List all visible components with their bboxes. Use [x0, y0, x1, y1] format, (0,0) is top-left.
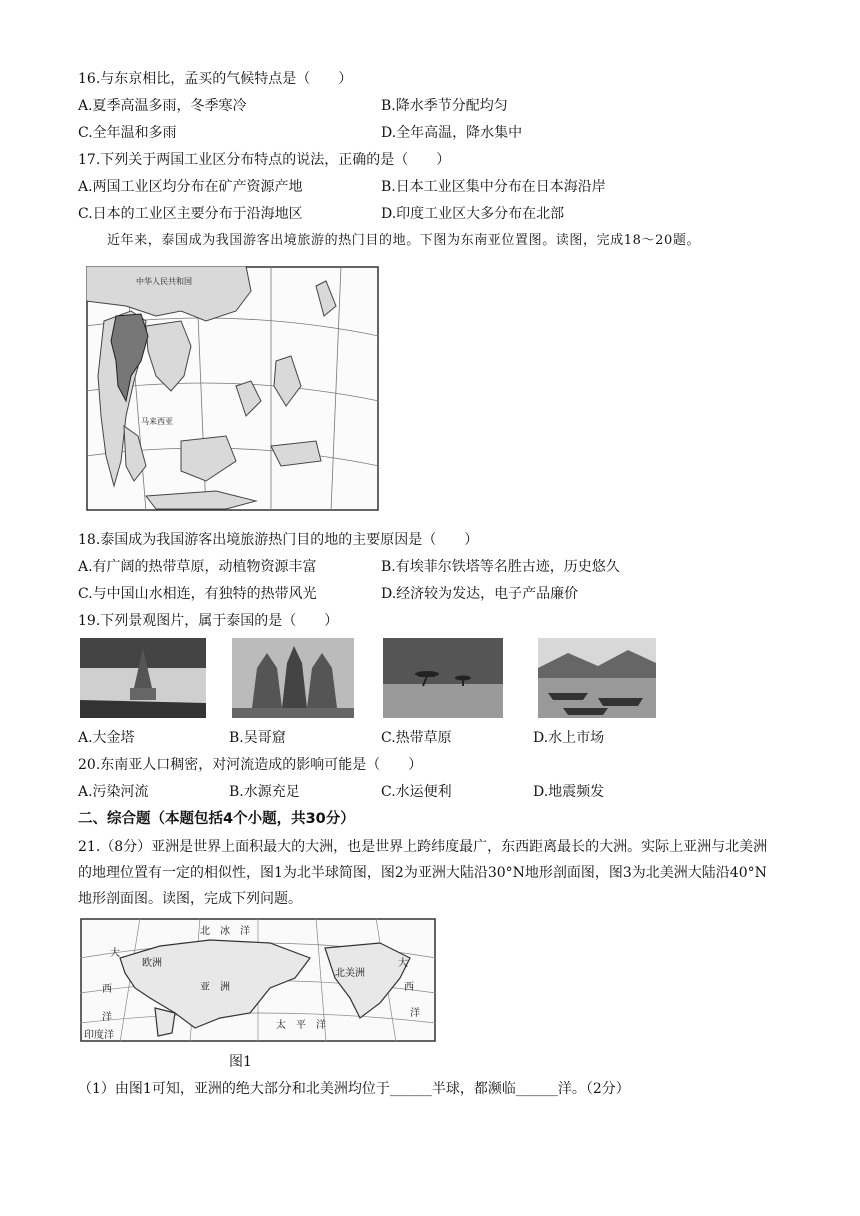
- q18-option-a: A.有广阔的热带草原，动植物资源丰富: [78, 559, 317, 575]
- q20-option-c: C.水运便利: [381, 784, 452, 800]
- q19-stem: 19.下列景观图片，属于泰国的是（ ）: [78, 613, 339, 629]
- q19-option-c: C.热带草原: [381, 730, 452, 746]
- fig1-label-yang2: 洋: [410, 1008, 420, 1019]
- q16-option-d: D.全年高温，降水集中: [381, 125, 523, 141]
- map-label-china: 中华人民共和国: [136, 277, 192, 286]
- q17-option-a: A.两国工业区均分布在矿产资源产地: [78, 179, 303, 195]
- q20-option-b: B.水源充足: [229, 784, 300, 800]
- fig1-label-xi: 西: [102, 984, 112, 995]
- figure1-caption: 图1: [229, 1054, 252, 1070]
- fig1-label-da2: 大: [398, 958, 408, 969]
- photo-golden-pagoda: [80, 638, 206, 718]
- fig1-label-indian: 印度洋: [84, 1030, 114, 1041]
- q19-option-d: D.水上市场: [533, 730, 605, 746]
- q16-option-c: C.全年温和多雨: [78, 125, 177, 141]
- q18-option-d: D.经济较为发达，电子产品廉价: [381, 586, 579, 602]
- q20-option-a: A.污染河流: [78, 784, 149, 800]
- fig1-label-da: 大: [110, 948, 120, 959]
- fig1-label-arctic: 北 冰 洋: [200, 926, 250, 937]
- q17-option-c: C.日本的工业区主要分布于沿海地区: [78, 206, 303, 222]
- map-label-malaysia: 马来西亚: [141, 417, 173, 426]
- fig1-label-europe: 欧洲: [142, 958, 162, 969]
- q21-stem: 21.（8分）亚洲是世界上面积最大的大洲，也是世界上跨纬度最广，东西距离最长的大洲。实际上亚洲与北美洲的地理位置有一定的相似性，图1为北半球简图，图2为亚洲大陆沿30°N地形剖面图，图3为北美洲大陆沿40°N地形剖面图。读图，完成下列问题。: [78, 839, 768, 907]
- q18-stem: 18.泰国成为我国游客出境旅游热门目的地的主要原因是（ ）: [78, 532, 479, 548]
- intro-18-20: 近年来，泰国成为我国游客出境旅游的热门目的地。下图为东南亚位置图。读图，完成18～20题。: [107, 233, 701, 248]
- figure1-map: [80, 918, 436, 1042]
- q18-option-b: B.有埃菲尔铁塔等名胜古迹，历史悠久: [381, 559, 620, 575]
- q19-option-a: A.大金塔: [78, 730, 135, 746]
- photo-angkor-wat: [232, 638, 354, 718]
- q16-stem: 16.与东京相比，孟买的气候特点是（ ）: [78, 71, 353, 87]
- fig1-label-namerica: 北美洲: [335, 968, 365, 979]
- q16-option-b: B.降水季节分配均匀: [381, 98, 508, 114]
- q20-option-d: D.地震频发: [533, 784, 605, 800]
- q20-stem: 20.东南亚人口稠密，对河流造成的影响可能是（ ）: [78, 757, 423, 773]
- section-heading: 二、综合题（本题包括4个小题，共30分）: [78, 811, 355, 827]
- fig1-label-asia: 亚 洲: [200, 982, 230, 993]
- q16-option-a: A.夏季高温多雨，冬季寒冷: [78, 98, 247, 114]
- southeast-asia-map: [86, 266, 379, 511]
- q17-option-d: D.印度工业区大多分布在北部: [381, 206, 565, 222]
- q19-option-b: B.吴哥窟: [229, 730, 286, 746]
- photo-tropical-grassland: [383, 638, 503, 718]
- q21-subquestion-1: （1）由图1可知，亚洲的绝大部分和北美洲均位于______半球，都濒临______洋。（2分）: [78, 1081, 630, 1097]
- q17-option-b: B.日本工业区集中分布在日本海沿岸: [381, 179, 606, 195]
- q18-option-c: C.与中国山水相连，有独特的热带风光: [78, 586, 317, 602]
- fig1-label-xi2: 西: [404, 982, 414, 993]
- q17-stem: 17.下列关于两国工业区分布特点的说法，正确的是（ ）: [78, 152, 451, 168]
- photo-floating-market: [538, 638, 656, 718]
- fig1-label-yang: 洋: [102, 1012, 112, 1023]
- fig1-label-pacific: 太 平 洋: [276, 1020, 326, 1031]
